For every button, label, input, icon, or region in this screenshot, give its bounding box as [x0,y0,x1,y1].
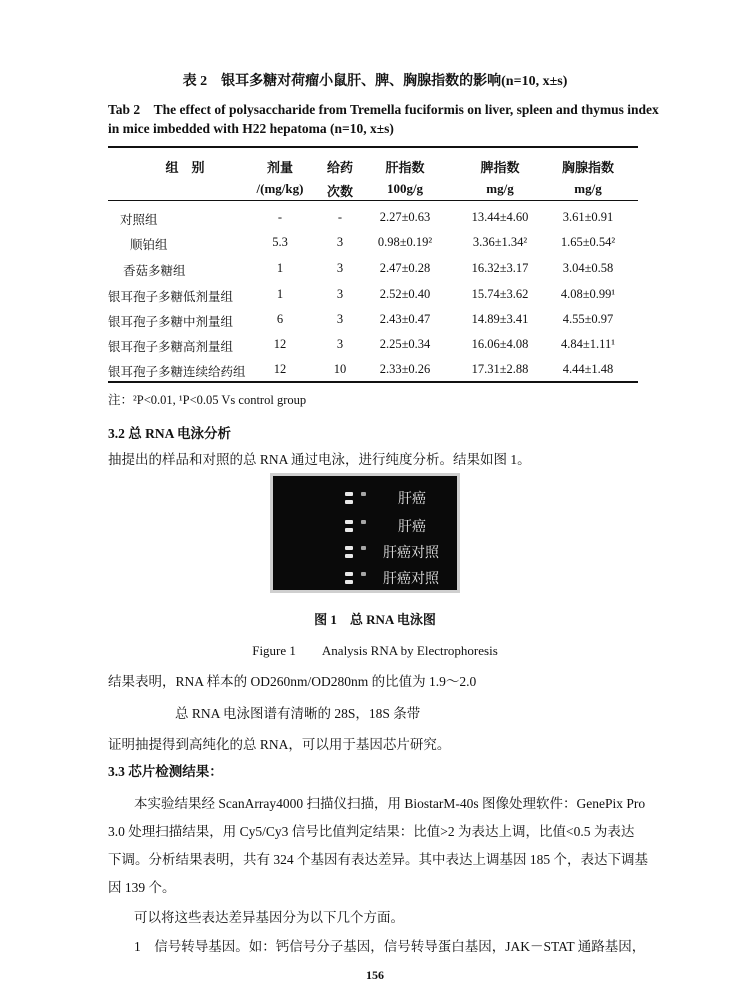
table-bottom-rule [108,381,638,383]
cell-spleen: 15.74±3.62 [471,287,529,301]
header-times-unit: 次数 [326,184,353,199]
header-spleen: 脾指数 [480,160,520,175]
cell-times: 3 [336,235,344,249]
table-title-cn: 表 2 银耳多糖对荷瘤小鼠肝、脾、胸腺指数的影响(n=10, x±s) [182,74,568,89]
cell-liver: 2.47±0.28 [379,261,431,275]
cell-times: 3 [336,287,344,301]
page-number: 156 [366,968,384,982]
cell-thymus: 4.08±0.99¹ [560,287,616,301]
cell-group: 顺铂组 [130,238,168,252]
header-group: 组 别 [165,160,205,175]
cell-thymus: 3.04±0.58 [562,261,614,275]
cell-liver: 2.43±0.47 [379,312,431,326]
section-3-3-para1-line4: 因 139 个。 [108,880,176,895]
header-liver-unit: 100g/g [386,181,424,196]
cell-times: 3 [336,337,344,351]
section-3-3-para2: 可以将这些表达差异基因分为以下几个方面。 [134,910,404,925]
cell-spleen: 14.89±3.41 [471,312,529,326]
header-dose: 剂量 [266,160,293,175]
header-times: 给药 [326,160,353,175]
cell-thymus: 4.44±1.48 [562,362,614,376]
header-liver: 肝指数 [385,160,425,175]
cell-thymus: 3.61±0.91 [562,210,614,224]
cell-thymus: 4.84±1.11¹ [561,337,615,351]
cell-thymus: 1.65±0.54² [560,235,616,249]
cell-dose: 1 [276,287,284,301]
gel-band [345,520,353,524]
cell-dose: 12 [273,362,287,376]
cell-spleen: 3.36±1.34² [472,235,528,249]
cell-liver: 0.98±0.19² [377,235,433,249]
cell-thymus: 4.55±0.97 [562,312,614,326]
cell-group: 对照组 [120,213,158,227]
section-3-3-para1-line2: 3.0 处理扫描结果，用 Cy5/Cy3 信号比值判定结果：比值>2 为表达上调，比值<0.5 为表达 [108,824,635,839]
cell-spleen: 17.31±2.88 [471,362,529,376]
gel-band [361,546,366,550]
cell-times: 3 [336,261,344,275]
section-3-3-para1-line3: 下调。分析结果表明，共有 324 个基因有表达差异。其中表达上调基因 185 个，表达下调基 [108,852,648,867]
cell-dose: 1 [276,261,284,275]
results-line2: 总 RNA 电泳图谱有清晰的 28S，18S 条带 [175,706,421,721]
cell-spleen: 13.44±4.60 [471,210,529,224]
section-3-2-heading: 3.2 总 RNA 电泳分析 [108,426,232,441]
figure1-caption-cn: 图 1 总 RNA 电泳图 [314,612,436,627]
cell-group: 银耳孢子多糖高剂量组 [108,340,234,354]
gel-lane-label: 肝癌对照 [383,545,439,561]
figure1-caption-en: Figure 1 Analysis RNA by Electrophoresis [252,643,498,658]
cell-times: 10 [333,362,347,376]
cell-dose: 6 [276,312,284,326]
gel-band [345,554,353,558]
electrophoresis-gel-image [270,473,460,593]
header-thymus: 胸腺指数 [561,160,614,175]
section-3-2-text: 抽提出的样品和对照的总 RNA 通过电泳，进行纯度分析。结果如图 1。 [108,452,531,467]
results-line3: 证明抽提得到高纯化的总 RNA，可以用于基因芯片研究。 [108,737,451,752]
gel-lane-label: 肝癌 [398,519,426,535]
cell-group: 银耳孢子多糖连续给药组 [108,365,246,379]
gel-band [361,572,366,576]
cell-times: 3 [336,312,344,326]
cell-group: 银耳孢子多糖低剂量组 [108,290,234,304]
gel-band [345,572,353,576]
cell-liver: 2.25±0.34 [379,337,431,351]
gel-band [345,528,353,532]
table-note: 注：²P<0.01, ¹P<0.05 Vs control group [108,393,307,407]
results-line1: 结果表明，RNA 样本的 OD260nm/OD280nm 的比值为 1.9～2.0 [108,674,477,689]
table-header-rule [108,200,638,201]
gel-band [345,546,353,550]
gel-lane-label: 肝癌 [398,491,426,507]
cell-spleen: 16.06±4.08 [471,337,529,351]
table-title-en-line2: in mice imbedded with H22 hepatoma (n=10, x±s) [108,121,394,136]
section-3-3-para1-line1: 本实验结果经 ScanArray4000 扫描仪扫描，用 BiostarM-40s 图像处理软件：GenePix Pro [134,796,646,811]
cell-liver: 2.33±0.26 [379,362,431,376]
table-title-en-line1: Tab 2 The effect of polysaccharide from Tremella fuciformis on liver, spleen and thymus index [108,102,659,117]
cell-spleen: 16.32±3.17 [471,261,529,275]
cell-dose: 5.3 [272,235,288,249]
header-thymus-unit: mg/g [574,181,602,196]
cell-liver: 2.27±0.63 [379,210,431,224]
gel-band [345,500,353,504]
table-top-rule [108,146,638,148]
header-dose-unit: /(mg/kg) [256,181,304,196]
header-spleen-unit: mg/g [486,181,514,196]
gel-band [345,492,353,496]
cell-group: 银耳孢子多糖中剂量组 [108,315,234,329]
section-3-3-item1: 1 信号转导基因。如：钙信号分子基因，信号转导蛋白基因，JAK－STAT 通路基因， [134,939,646,954]
cell-times: - [337,210,343,224]
gel-band [361,520,366,524]
gel-band [361,492,366,496]
cell-dose: 12 [273,337,287,351]
cell-group: 香菇多糖组 [123,264,186,278]
cell-dose: - [277,210,283,224]
gel-band [345,580,353,584]
cell-liver: 2.52±0.40 [379,287,431,301]
section-3-3-heading: 3.3 芯片检测结果： [108,764,223,779]
gel-lane-label: 肝癌对照 [383,571,439,587]
